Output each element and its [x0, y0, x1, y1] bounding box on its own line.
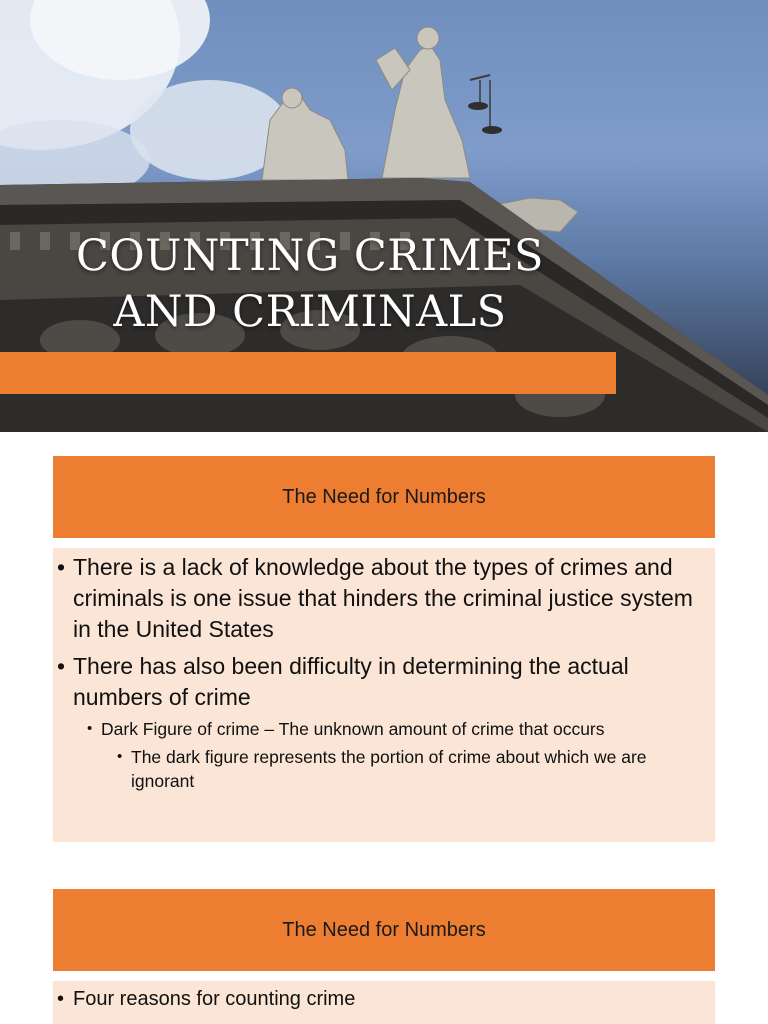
presentation-title [40, 228, 580, 340]
bullet-item: • There is a lack of knowledge about the types of crimes and criminals is one issue that hinders the criminal justice system in the United States [53, 552, 707, 645]
sub-bullet-item: • Dark Figure of crime – The unknown amount of crime that occurs [53, 717, 715, 741]
slide-header: The Need for Numbers [53, 889, 715, 971]
title-line-1: COUNTING CRIMES [76, 231, 544, 281]
slide-content-panel [53, 548, 715, 842]
slide-header: The Need for Numbers [53, 456, 715, 538]
title-accent-bar [0, 352, 616, 394]
sub-sub-bullet-item: • The dark figure represents the portion of crime about which we are ignorant [53, 745, 707, 793]
bullet-item: • Four reasons for counting crime [53, 985, 707, 1013]
title-line-2: AND CRIMINALS [113, 287, 507, 337]
slide-content-panel [53, 981, 715, 1024]
title-slide [0, 0, 768, 432]
bullet-item: • There has also been difficulty in determining the actual numbers of crime [53, 651, 707, 713]
